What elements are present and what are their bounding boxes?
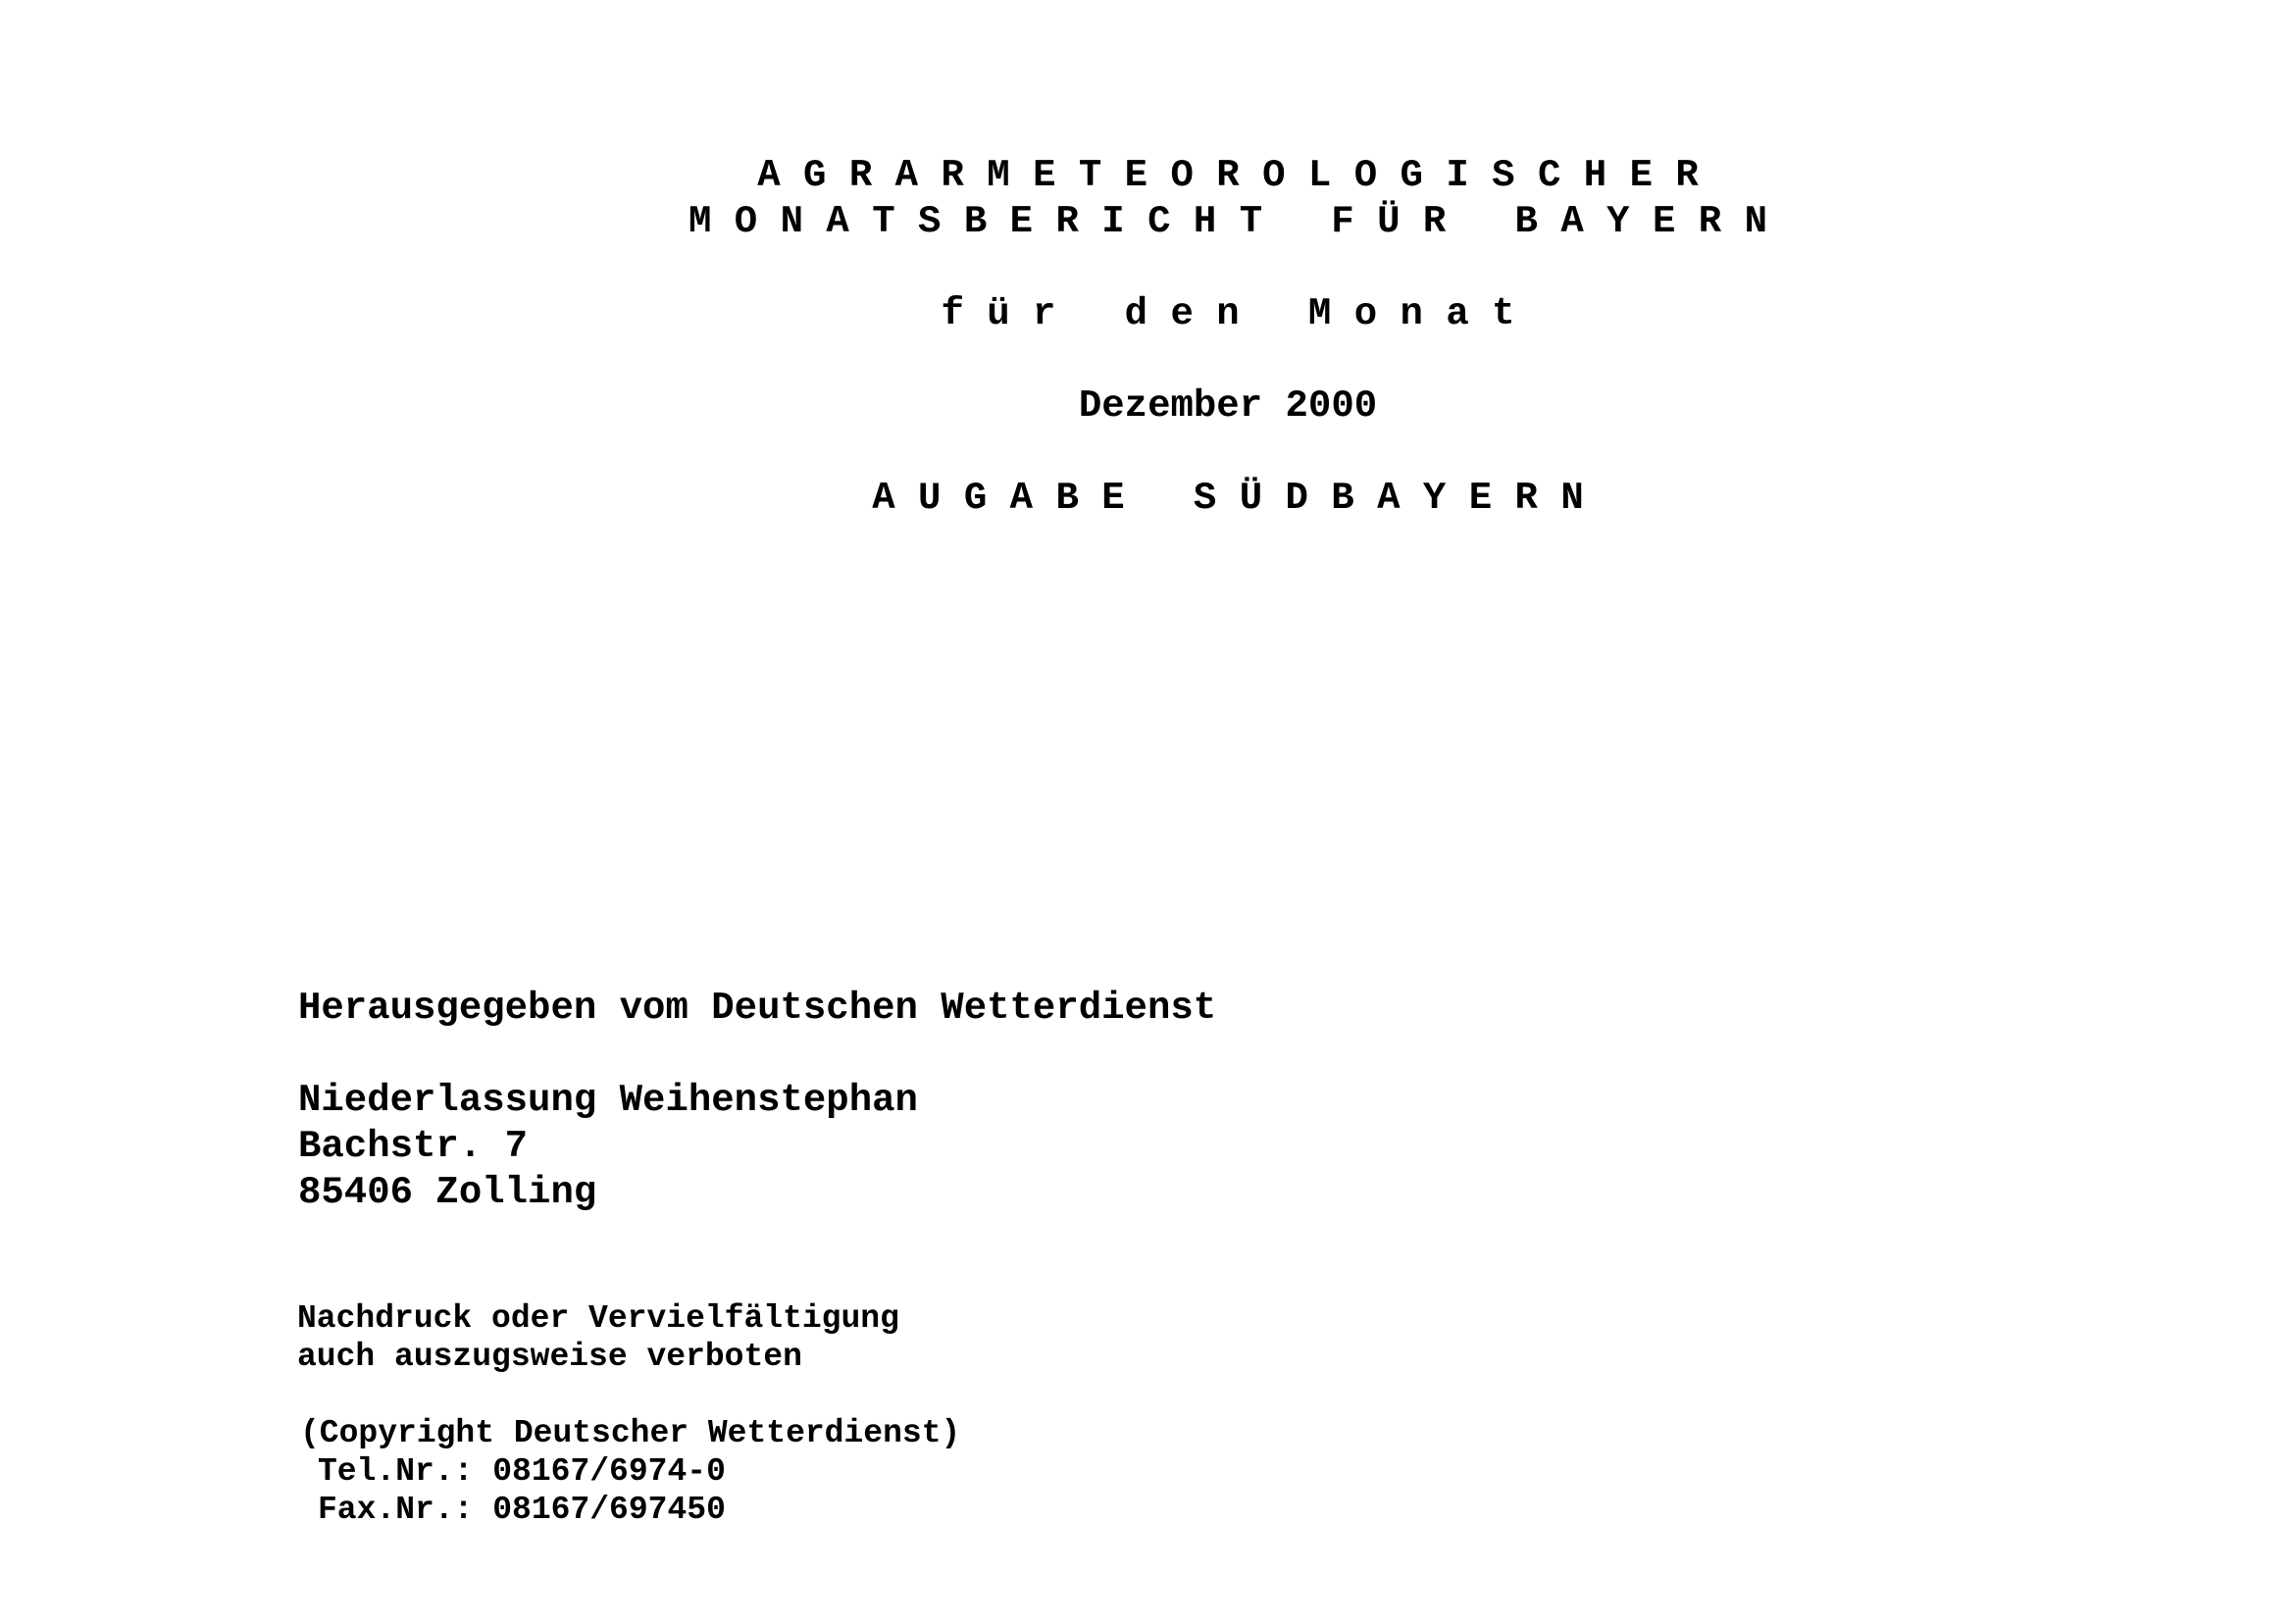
report-title-line-2: M O N A T S B E R I C H T F Ü R B A Y E R N bbox=[688, 200, 1767, 243]
publisher-street: Bachstr. 7 bbox=[298, 1125, 529, 1168]
copyright-notice-line-1: Nachdruck oder Vervielfältigung bbox=[297, 1300, 899, 1337]
publisher-branch: Niederlassung Weihenstephan bbox=[298, 1079, 918, 1122]
fax-number: Fax.Nr.: 08167/697450 bbox=[318, 1492, 726, 1528]
report-title-line-1: A G R A R M E T E O R O L O G I S C H E R bbox=[757, 154, 1699, 197]
copyright-holder: (Copyright Deutscher Wetterdienst) bbox=[300, 1415, 961, 1451]
copyright-notice-line-2: auch auszugsweise verboten bbox=[297, 1339, 802, 1375]
report-subtitle: f ü r d e n M o n a t bbox=[941, 292, 1515, 335]
telephone-number: Tel.Nr.: 08167/6974-0 bbox=[318, 1453, 726, 1490]
report-edition: A U G A B E S Ü D B A Y E R N bbox=[872, 477, 1584, 520]
publisher-statement: Herausgegeben vom Deutschen Wetterdienst bbox=[298, 987, 1217, 1030]
report-month: Dezember 2000 bbox=[1078, 384, 1378, 428]
publisher-city: 85406 Zolling bbox=[298, 1171, 597, 1214]
